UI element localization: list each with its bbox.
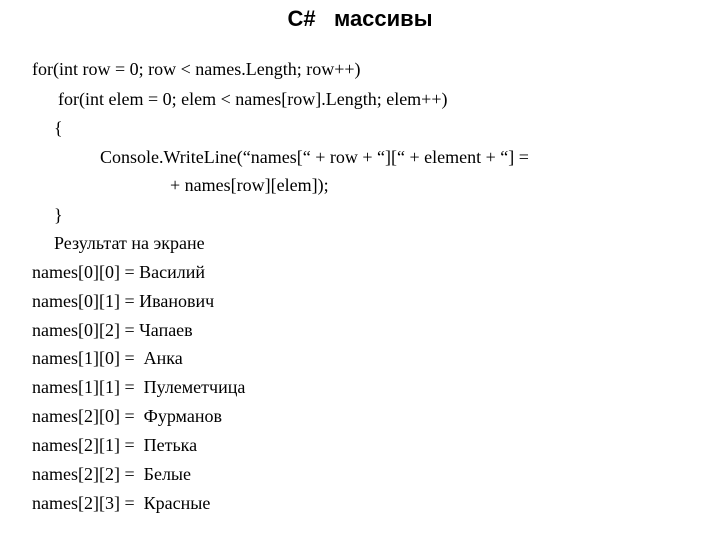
- code-inner-loop: for(int elem = 0; elem < names[row].Length; elem++): [58, 89, 448, 109]
- slide-title: C# массивы: [287, 6, 433, 31]
- result-line: names[2][3] = Красные: [32, 493, 211, 513]
- result-line: names[0][0] = Василий: [32, 262, 205, 282]
- result-line: names[2][0] = Фурманов: [32, 406, 222, 426]
- code-writeline-2: + names[row][elem]);: [170, 175, 329, 195]
- result-line: names[2][1] = Петька: [32, 435, 198, 455]
- code-outer-loop: for(int row = 0; row < names.Length; row++): [32, 59, 361, 79]
- code-writeline-1: Console.WriteLine(“names[“ + row + “][“ + element + “] =: [100, 147, 529, 167]
- result-line: names[1][0] = Анка: [32, 348, 183, 368]
- result-line: names[0][1] = Иванович: [32, 291, 215, 311]
- result-heading: Результат на экране: [54, 233, 205, 253]
- result-line: names[1][1] = Пулеметчица: [32, 377, 246, 397]
- result-line: names[0][2] = Чапаев: [32, 320, 193, 340]
- code-open-brace: {: [54, 118, 63, 138]
- code-close-brace: }: [54, 205, 63, 225]
- result-line: names[2][2] = Белые: [32, 464, 192, 484]
